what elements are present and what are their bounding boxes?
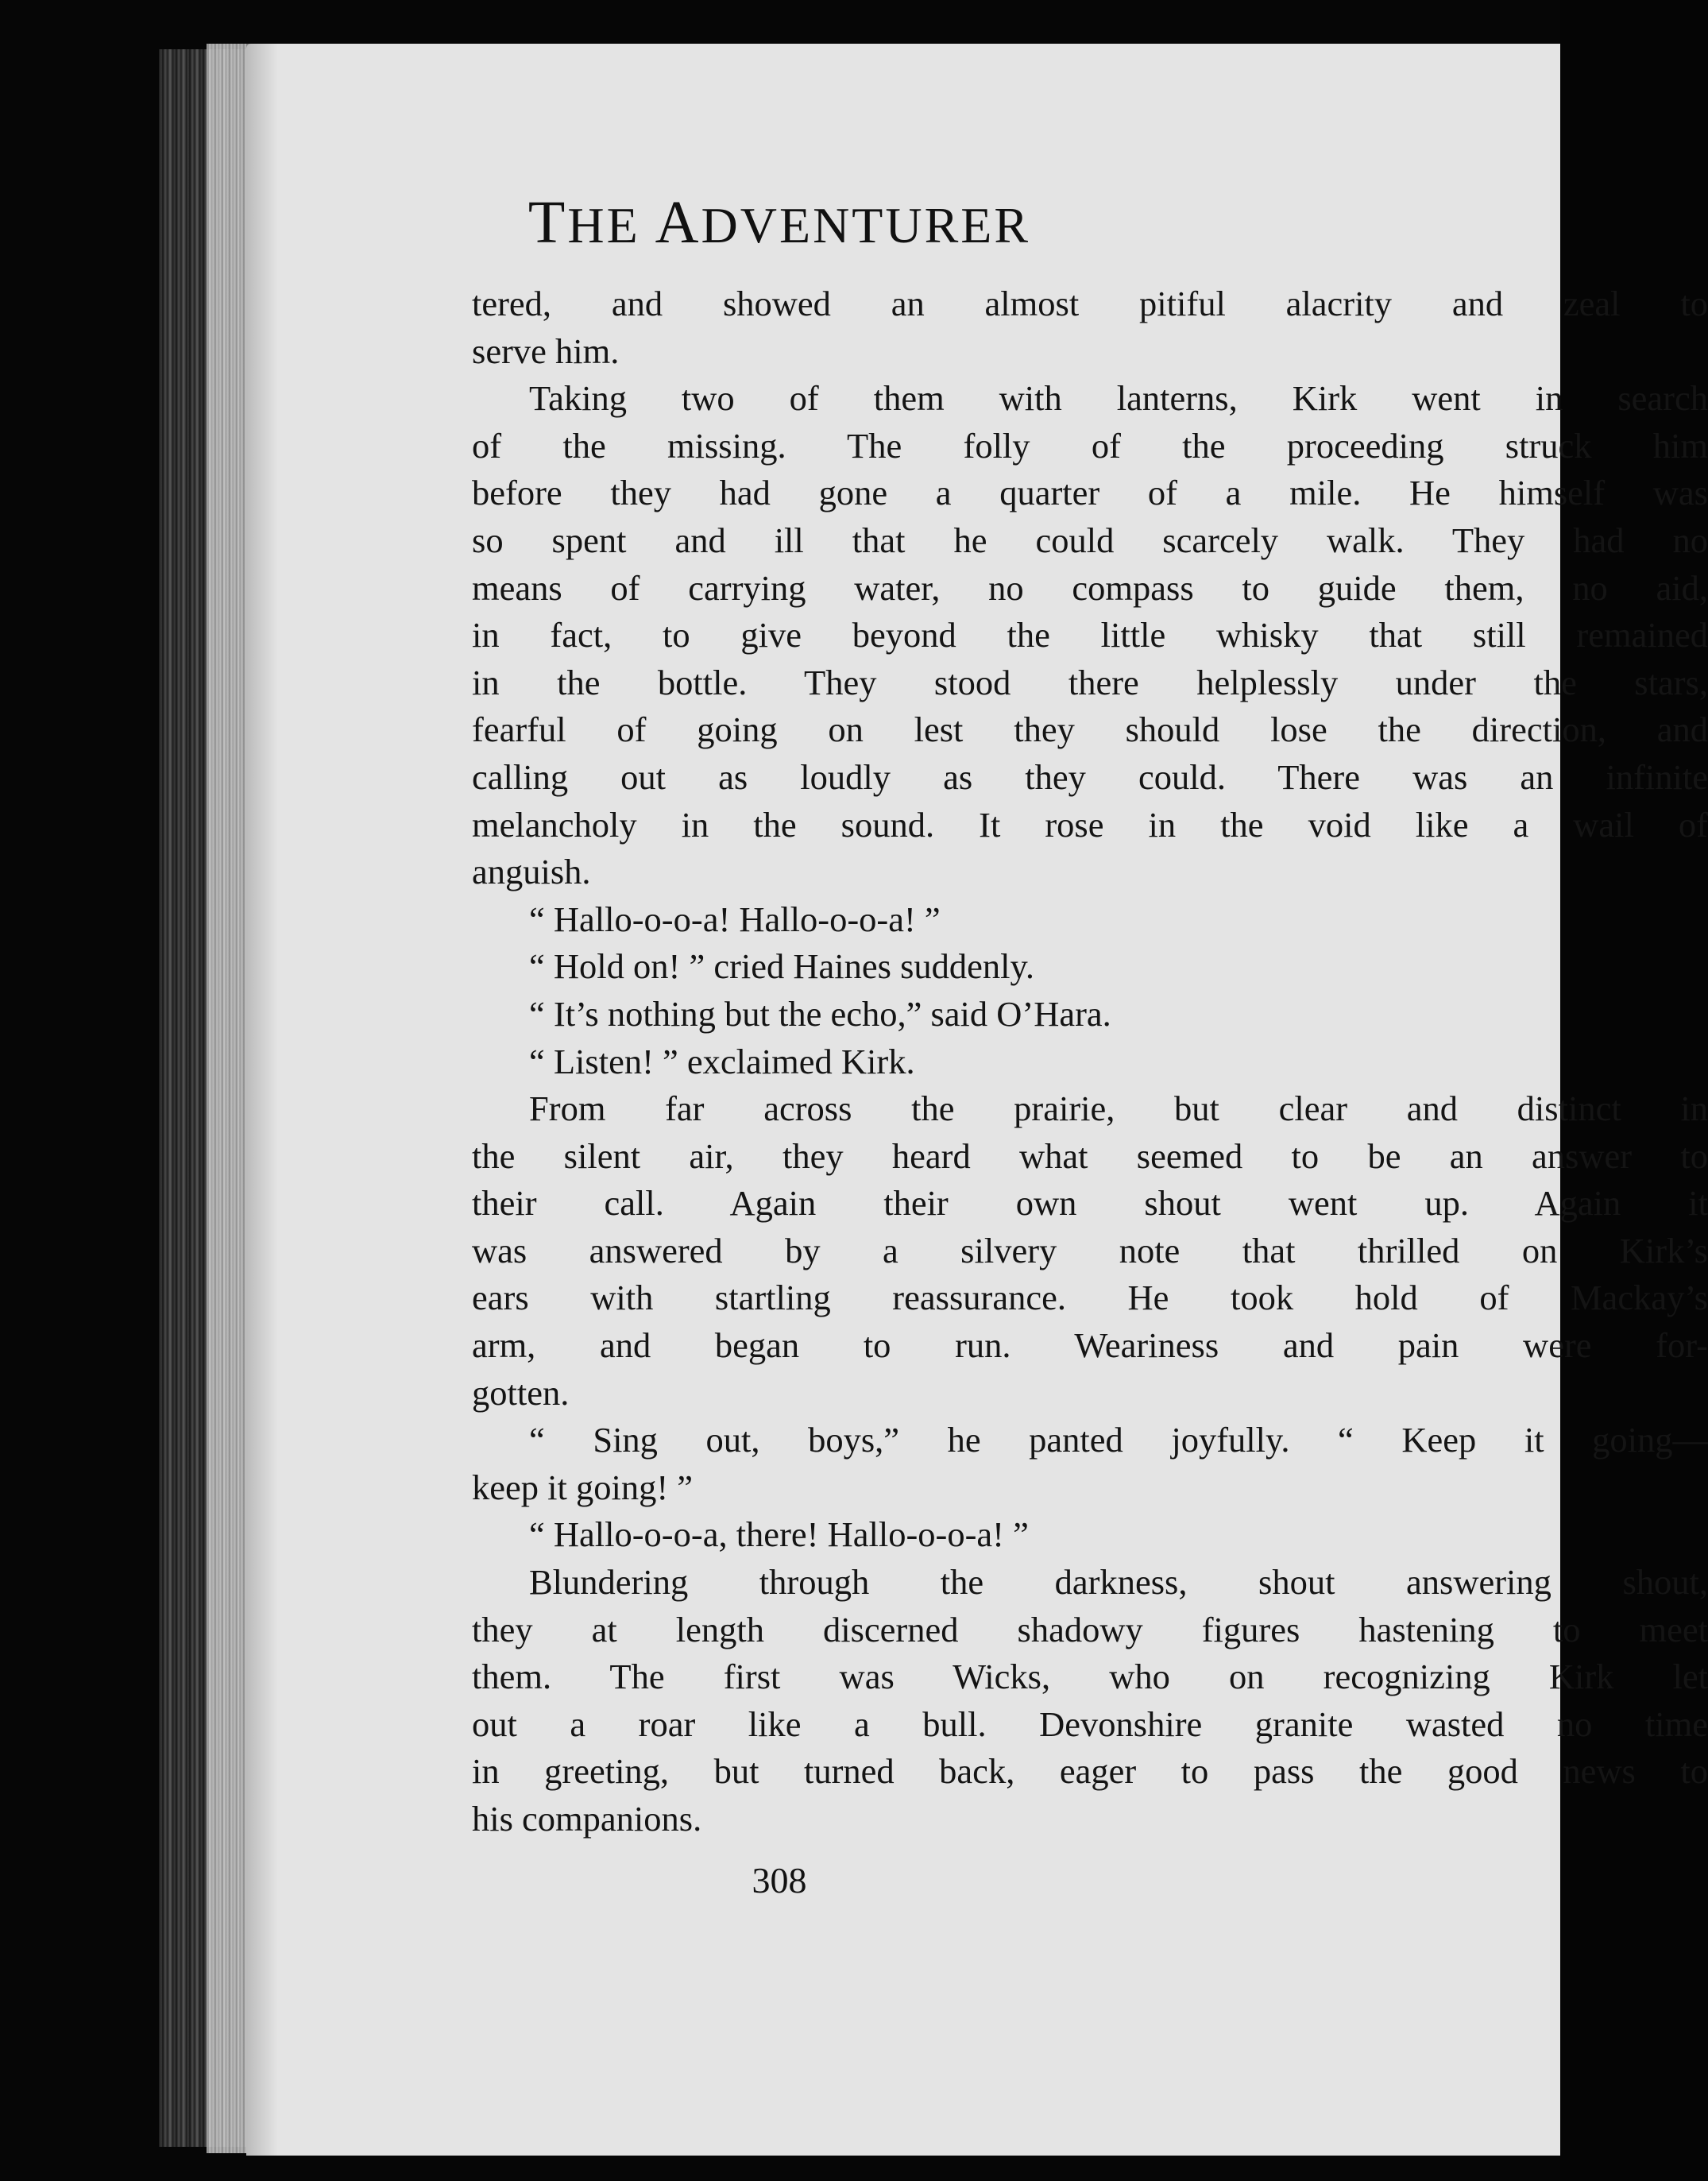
text-line: “ Listen! ” exclaimed Kirk. [529,1041,915,1081]
text-line: before they had gone a quarter of a mile. He himself was [472,473,1708,513]
running-head [246,188,1312,257]
text-line: their call. Again their own shout went up. Again it [472,1183,1708,1224]
text-line: means of carrying water, no compass to guide them, no aid, [472,567,1708,608]
text-line: From far across the prairie, but clear and distinct in [529,1089,1708,1129]
text-line: melancholy in the sound. It rose in the void like a wail of [472,804,1708,845]
running-head-word-2: DVENTURER [701,197,1031,253]
text-line: “ Sing out, boys,” he panted joyfully. “ Keep it going— [529,1420,1708,1460]
text-line: his companions. [472,1799,702,1839]
text-line: of the missing. The folly of the proceeding struck him [472,425,1708,466]
text-line: anguish. [472,852,591,892]
text-line: out a roar like a bull. Devonshire granite wasted no time [472,1703,1708,1744]
text-line: “ Hallo-o-o-a! Hallo-o-o-a! ” [529,899,941,939]
text-line: tered, and showed an almost pitiful alacrity and zeal to [472,284,1708,323]
text-line: “ Hallo-o-o-a, there! Hallo-o-o-a! ” [529,1514,1029,1555]
text-line: was answered by a silvery note that thrilled on Kirk’s [472,1230,1708,1270]
text-line: keep it going! ” [472,1467,694,1507]
page-number: 308 [752,1860,807,1901]
text-line: in the bottle. They stood there helplessly under the stars, [472,662,1708,702]
text-line: Blundering through the darkness, shout answering shout, [529,1562,1708,1603]
text-line: fearful of going on lest they should lose the direction, and [472,710,1708,750]
running-head-initial-1: T [527,189,568,256]
running-head-initial-2: A [655,189,701,256]
text-line: “ Hold on! ” cried Haines suddenly. [529,946,1034,987]
text-line: so spent and ill that he could scarcely walk. They had no [472,520,1708,560]
text-line: Taking two of them with lanterns, Kirk went in search [529,378,1708,419]
text-line: they at length discerned shadowy figures hastening to meet [472,1609,1708,1649]
gutter-shadow [246,44,278,2156]
page [246,44,1708,2156]
text-line: ears with startling reassurance. He took hold of Mackay’s [472,1278,1708,1318]
text-line: in fact, to give beyond the little whisky that still remained [472,615,1708,655]
text-line: “ It’s nothing but the echo,” said O’Hara. [529,993,1111,1034]
text-line: gotten. [472,1372,570,1413]
text-line: the silent air, they heard what seemed to be an answer to [472,1135,1708,1176]
running-head-word-1: HE [567,197,655,253]
text-line: in greeting, but turned back, eager to pass the good news to [472,1751,1708,1792]
text-line: arm, and began to run. Weariness and pain were for- [472,1325,1708,1366]
body-text [472,280,1708,1843]
text-line: them. The first was Wicks, who on recognizing Kirk let [472,1657,1708,1697]
text-line: calling out as loudly as they could. There was an infinite [472,756,1708,797]
text-line: serve him. [472,331,620,371]
